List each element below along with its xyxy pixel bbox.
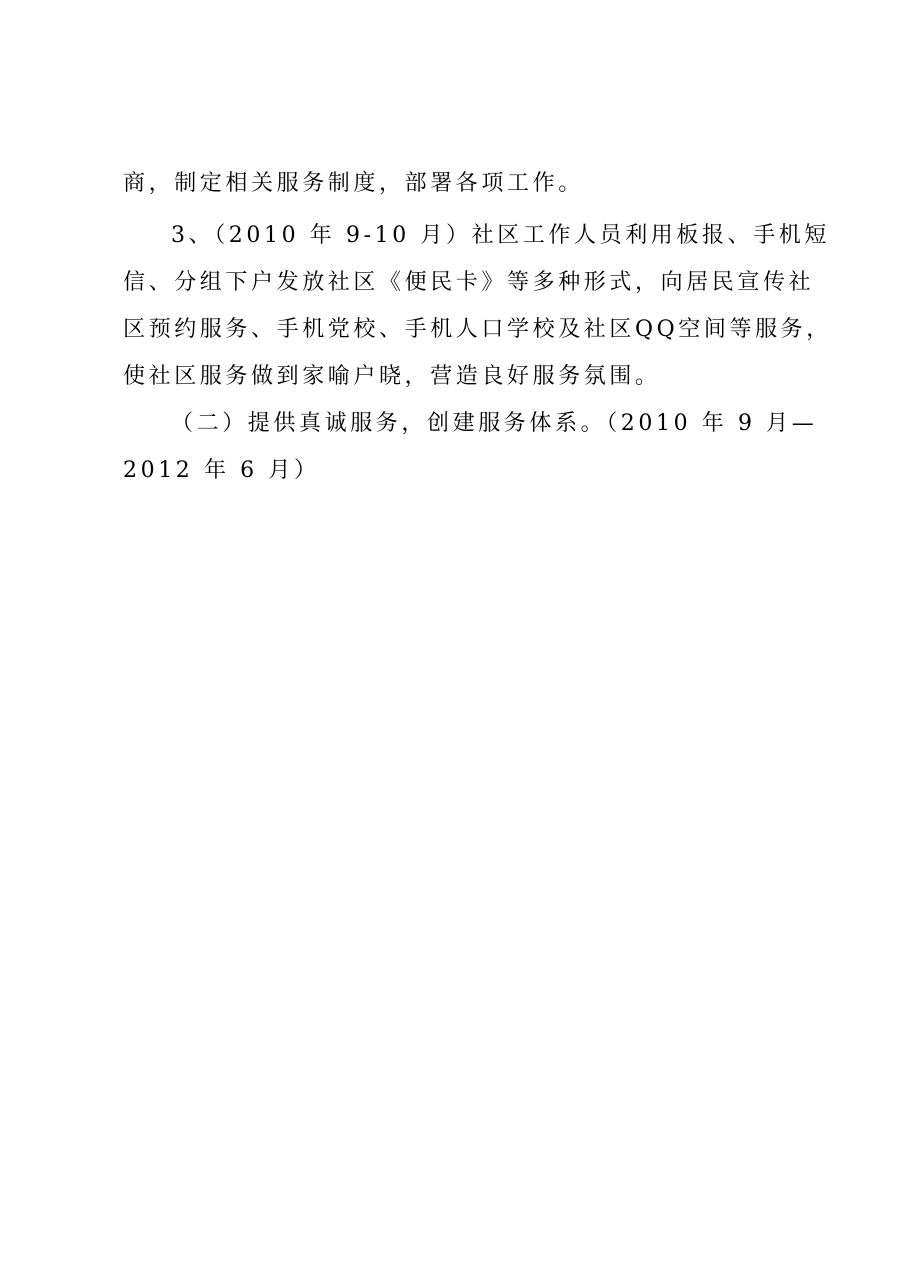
text-line: 3、（2010 年 9-10 月）社区工作人员利用板报、手机短 bbox=[171, 223, 830, 248]
text-line: （二）提供真诚服务，创建服务体系。（2010 年 9 月— bbox=[171, 411, 818, 436]
text-line: 使社区服务做到家喻户晓，营造良好服务氛围。 bbox=[123, 364, 661, 389]
text-line: 信、分组下户发放社区《便民卡》等多种形式，向居民宣传社 bbox=[123, 270, 815, 295]
text-line: 区预约服务、手机党校、手机人口学校及社区QQ空间等服务， bbox=[123, 317, 832, 342]
text-line: 2012 年 6 月） bbox=[123, 458, 320, 483]
text-line: 商，制定相关服务制度，部署各项工作。 bbox=[123, 171, 584, 196]
